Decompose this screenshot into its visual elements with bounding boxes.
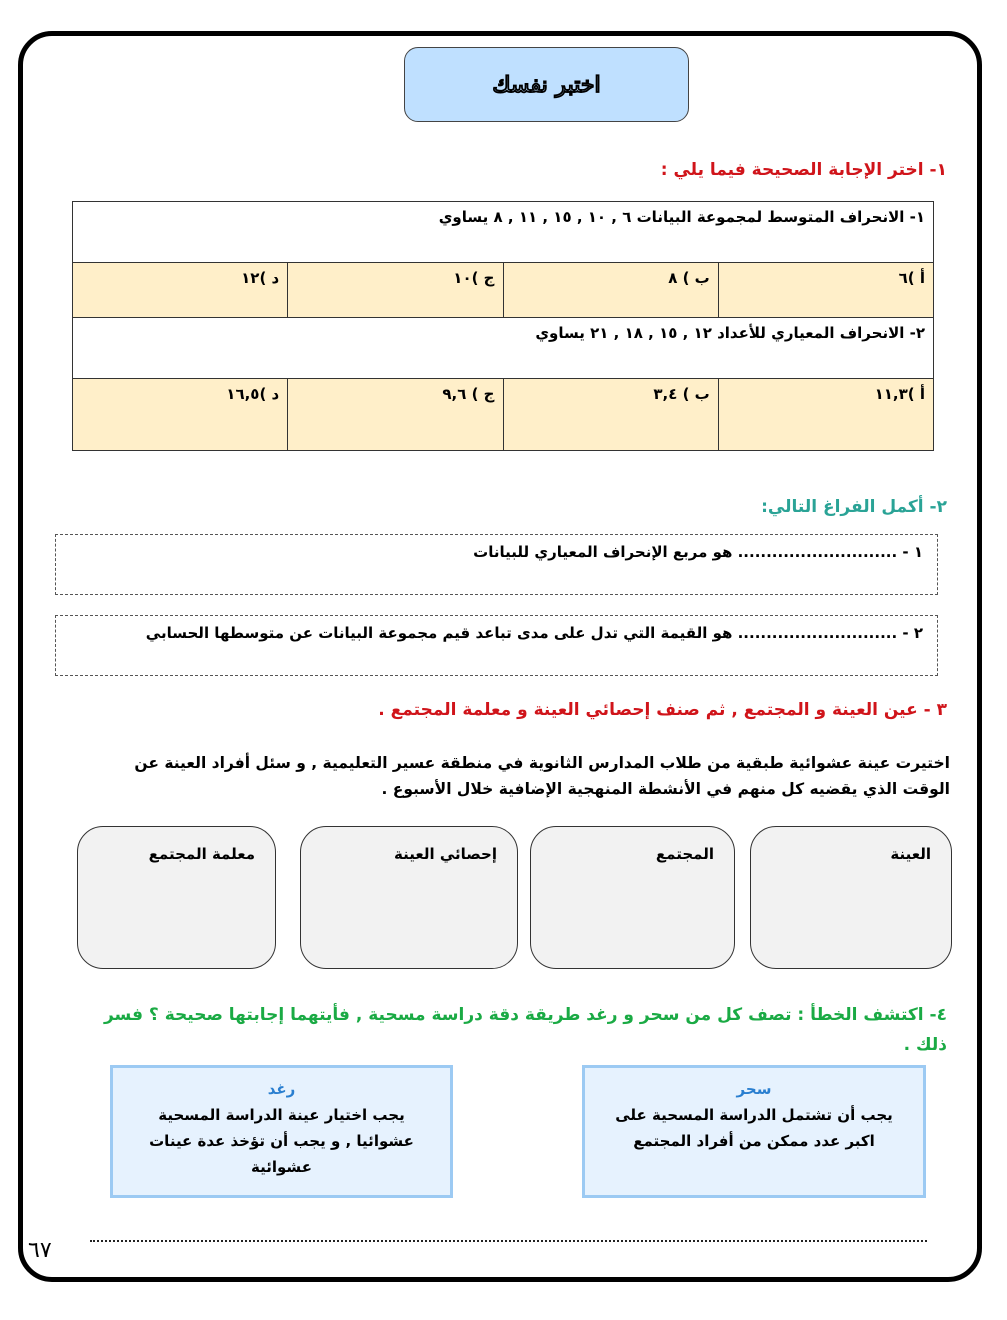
page-number: ٦٧ <box>28 1238 52 1263</box>
option-b[interactable]: ب ) ٨ <box>503 263 718 318</box>
opinion-raghad-name: رغد <box>267 1080 296 1098</box>
box-sample[interactable] <box>750 826 952 969</box>
box-population-label: المجتمع <box>655 845 714 863</box>
box-sample-label: العينة <box>890 845 931 863</box>
fill-blank-2-text: ٢ - ............................ هو القيمة التي تدل على مدى تباعد قيم مجموعة البيانات عن متوسطها الحسابي <box>145 624 923 642</box>
section3-heading: ٣ - عين العينة و المجتمع , ثم صنف إحصائي العينة و معلمة المجتمع . <box>378 700 947 720</box>
page-title: اختبر نفسك <box>492 71 601 98</box>
opinion-raghad <box>110 1065 453 1198</box>
option-c[interactable]: ج ) ٩,٦ <box>288 379 503 451</box>
fill-blank-1[interactable] <box>55 534 938 595</box>
answer-row <box>73 379 934 451</box>
question-row <box>73 318 934 379</box>
option-a[interactable]: أ )١١,٣ <box>718 379 933 451</box>
question-2-text: ٢- الانحراف المعياري للأعداد ١٢ , ١٥ , ١٨ , ٢١ يساوي <box>73 318 934 379</box>
option-d[interactable]: د )١٢ <box>73 263 288 318</box>
section4-heading: ٤- اكتشف الخطأ : تصف كل من سحر و رغد طريقة دقة دراسة مسحية , فأيتهما إجابتها صحيحة ؟ فسر ذلك . <box>103 1005 947 1055</box>
question-row <box>73 202 934 263</box>
section3-paragraph: اختيرت عينة عشوائية طبقية من طلاب المدارس الثانوية في منطقة عسير التعليمية , و سئل أفراد العينة عن الوقت الذي يقضيه كل منهم في الأنشطة المنهجية الإضافية خلال الأسبوع . <box>134 754 950 798</box>
section1-heading: ١- اختر الإجابة الصحيحة فيما يلي : <box>660 160 947 180</box>
box-population-parameter[interactable] <box>77 826 276 969</box>
box-sample-statistic-label: إحصائي العينة <box>394 845 497 863</box>
fill-blank-2[interactable] <box>55 615 938 676</box>
box-population-parameter-label: معلمة المجتمع <box>148 845 255 863</box>
opinion-raghad-text: يجب اختيار عينة الدراسة المسحية عشوائيا , و يجب أن تؤخذ عدة عينات عشوائية <box>149 1106 414 1176</box>
question-1-text: ١- الانحراف المتوسط لمجموعة البيانات ٦ , ١٠ , ١٥ , ١١ , ٨ يساوي <box>73 202 934 263</box>
opinion-sahar <box>582 1065 926 1198</box>
option-a[interactable]: أ )٦ <box>718 263 933 318</box>
box-sample-statistic[interactable] <box>300 826 518 969</box>
multiple-choice-table <box>72 201 934 451</box>
answer-row <box>73 263 934 318</box>
option-d[interactable]: د )١٦,٥ <box>73 379 288 451</box>
fill-blank-1-text: ١ - ............................ هو مربع الإنحراف المعياري للبيانات <box>473 543 923 561</box>
answer-dotted-line[interactable] <box>90 1238 927 1242</box>
opinion-sahar-text: يجب أن تشتمل الدراسة المسحية على اكبر عدد ممكن من أفراد المجتمع <box>615 1106 893 1150</box>
opinion-sahar-name: سحر <box>736 1080 772 1098</box>
title-banner <box>404 47 689 122</box>
section2-heading: ٢- أكمل الفراغ التالي: <box>761 497 947 517</box>
option-b[interactable]: ب ) ٣,٤ <box>503 379 718 451</box>
box-population[interactable] <box>530 826 735 969</box>
option-c[interactable]: ج )١٠ <box>288 263 503 318</box>
